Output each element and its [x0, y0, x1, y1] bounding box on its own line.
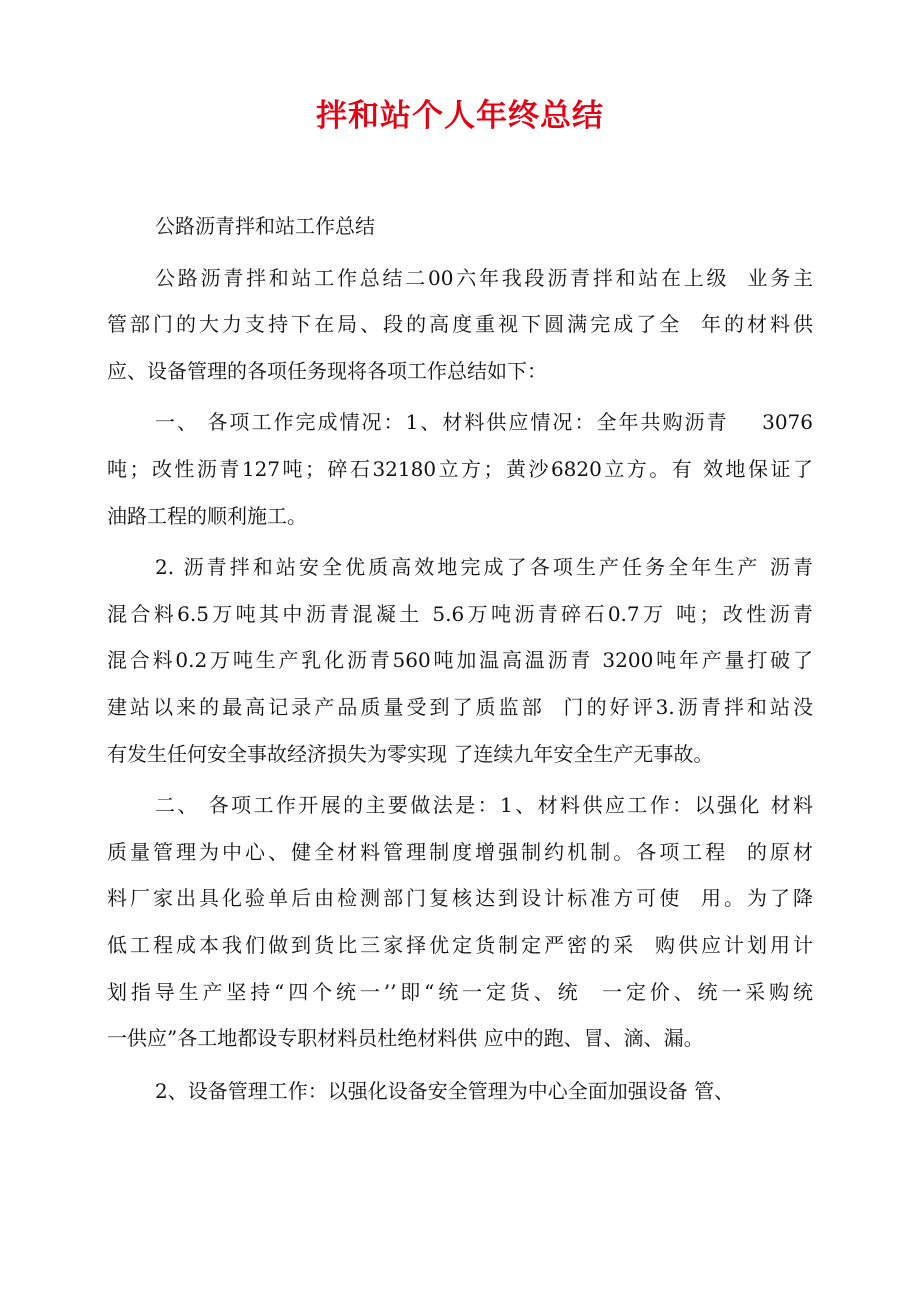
text-line: 低工程成本我们做到货比三家择优定货制定严密的采 购供应计划用计: [107, 932, 813, 957]
text-line: 一供应”各工地都设专职材料员杜绝材料供 应中的跑、冒、滴、漏。: [107, 1026, 704, 1051]
text-line: 混合料0.2万吨生产乳化沥青560吨加温高温沥青 3200吨年产量打破了: [107, 648, 813, 673]
document-body: [107, 206, 813, 1122]
section-heading: [107, 206, 813, 253]
paragraph: [107, 1071, 813, 1118]
text-line: 划指导生产坚持“四个统一’’即“统一定货、统 一定价、统一采购统: [107, 979, 813, 1004]
text-line: 吨；改性沥青127吨；碎石32180立方；黄沙6820立方。有 效地保证了: [107, 456, 813, 481]
text-line: 料厂家出具化验单后由检测部门复核达到设计标准方可使 用。为了降: [107, 886, 813, 911]
document-title: 拌和站个人年终总结: [316, 98, 604, 134]
text-line: 油路工程的顺利施工。: [107, 503, 307, 528]
text-line: 公路沥青拌和站工作总结: [155, 214, 375, 238]
text-line: 应、设备管理的各项任务现将各项工作总结如下：: [107, 358, 547, 383]
text-line: 混合料6.5万吨其中沥青混凝土 5.6万吨沥青碎石0.7万 吨；改性沥青: [107, 601, 813, 626]
paragraph: [107, 785, 813, 1065]
text-line: 一、 各项工作完成情况：1、材料供应情况：全年共购沥青 3076: [155, 410, 813, 435]
text-line: 有发生任何安全事故经济损失为零实现 了连续九年安全生产无事故。: [107, 741, 714, 766]
text-line: 管部门的大力支持下在局、段的高度重视下圆满完成了全 年的材料供: [107, 312, 813, 337]
paragraph: [107, 547, 813, 780]
text-line: 2、设备管理工作：以强化设备安全管理为中心全面加强设备 管、: [155, 1078, 735, 1103]
paragraph: [107, 402, 813, 542]
text-line: 质量管理为中心、健全材料管理制度增强制约机制。各项工程 的原材: [107, 839, 813, 864]
paragraph: [107, 258, 813, 398]
text-line: 二、 各项工作开展的主要做法是：1、材料供应工作：以强化 材料: [155, 793, 813, 818]
text-line: 2. 沥青拌和站安全优质高效地完成了各项生产任务全年生产 沥青: [155, 555, 813, 580]
text-line: 建站以来的最高记录产品质量受到了质监部 门的好评3.沥青拌和站没: [107, 694, 813, 719]
text-line: 公路沥青拌和站工作总结二00六年我段沥青拌和站在上级 业务主: [155, 265, 813, 290]
